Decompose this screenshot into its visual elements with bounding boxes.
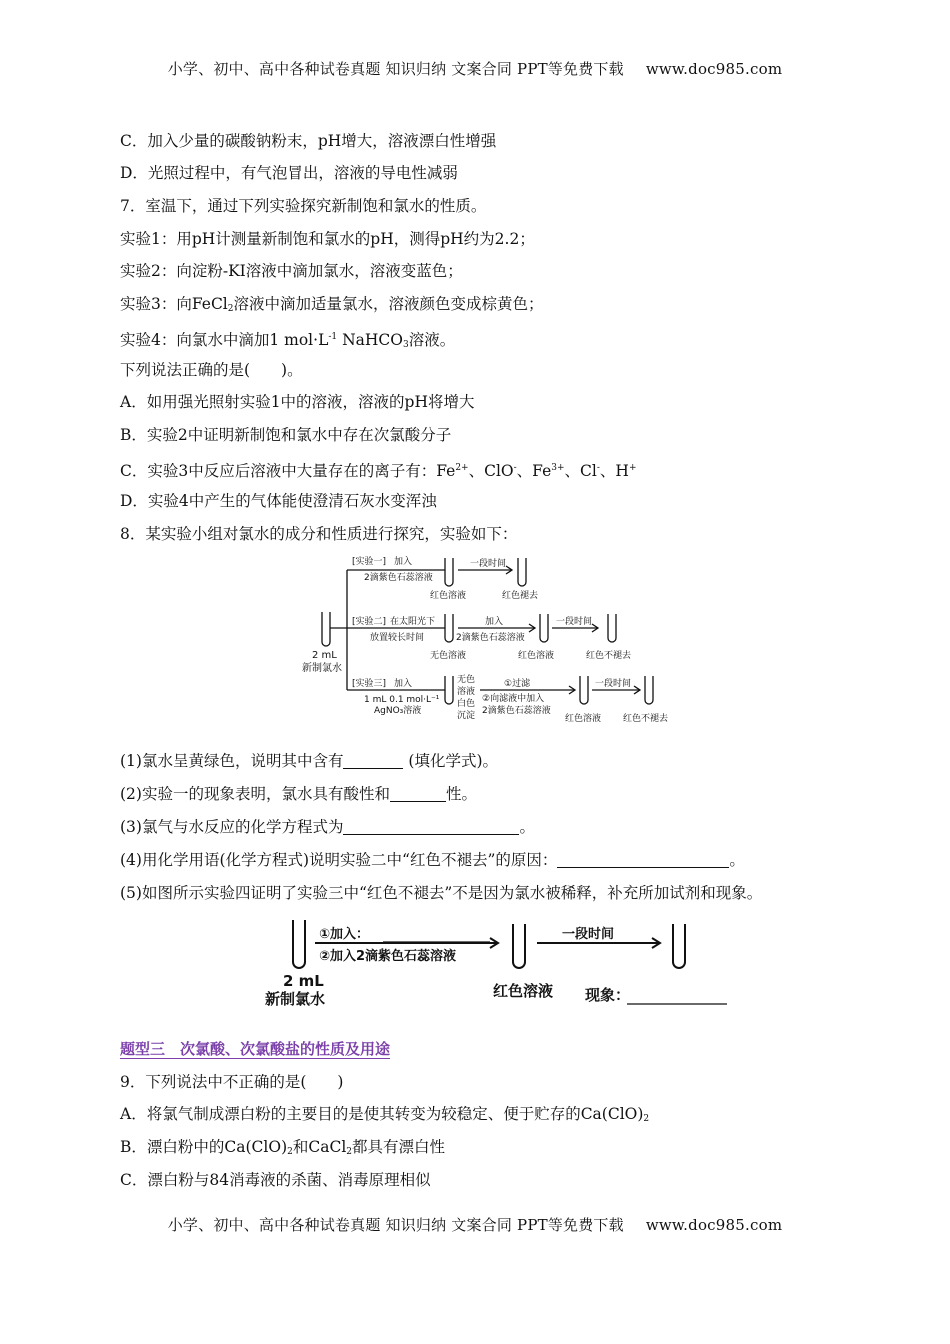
- svg-text:②向滤液中加入: ②向滤液中加入: [482, 694, 545, 704]
- svg-text:放置较长时间: 放置较长时间: [370, 633, 425, 643]
- svg-text:2滴紫色石蕊溶液: 2滴紫色石蕊溶液: [482, 706, 551, 716]
- answer-blank[interactable]: [343, 818, 519, 835]
- svg-text:红色溶液: 红色溶液: [430, 591, 467, 601]
- q8-part5: (5)如图所示实验四证明了实验三中“红色不褪去”不是因为氯水被稀释，补充所加试剂和现象。: [120, 884, 763, 902]
- q8-stem: 8．某实验小组对氯水的成分和性质进行探究，实验如下：: [120, 525, 518, 543]
- svg-text:2滴紫色石蕊溶液: 2滴紫色石蕊溶液: [364, 573, 433, 583]
- footer-text: 小学、初中、高中各种试卷真题 知识归纳 文案合同 PPT等免费下载: [167, 1216, 624, 1234]
- svg-text:红色溶液: 红色溶液: [565, 714, 602, 724]
- q7-stem: 7．室温下，通过下列实验探究新制饱和氯水的性质。: [120, 197, 487, 215]
- q8-part1: (1)氯水呈黄绿色，说明其中含有 (填化学式)。: [120, 752, 498, 770]
- d2-name: 新制氯水: [265, 990, 326, 1008]
- d2-volume: 2 mL: [283, 972, 324, 990]
- q8-part2: (2)实验一的现象表明，氯水具有酸性和 性。: [120, 785, 477, 803]
- svg-text:加入: 加入: [394, 557, 413, 567]
- svg-text:[实验一]: [实验一]: [352, 557, 387, 567]
- test-tube-icon: [445, 676, 453, 704]
- svg-text:红色溶液: 红色溶液: [518, 651, 555, 661]
- svg-text:加入: 加入: [485, 617, 504, 627]
- test-tube-icon: [445, 614, 453, 642]
- svg-text:加入: 加入: [394, 679, 413, 689]
- test-tube-icon: [513, 924, 525, 968]
- svg-text:现象：: 现象：: [585, 986, 631, 1004]
- q7-exp1: 实验1：用pH计测量新制饱和氯水的pH，测得pH约为2.2；: [120, 230, 535, 248]
- svg-text:无色溶液: 无色溶液: [430, 651, 467, 661]
- svg-text:2滴紫色石蕊溶液: 2滴紫色石蕊溶液: [456, 633, 525, 643]
- q7-exp4: 实验4：向氯水中滴加1 $mol\cdot L^{-1}$ NaHCO$_3$溶液。: [120, 331, 456, 350]
- q6-option-d: D．光照过程中，有气泡冒出，溶液的导电性减弱: [120, 164, 458, 182]
- svg-text:一段时间: 一段时间: [562, 927, 615, 942]
- q7-ask: 下列说法正确的是( )。: [120, 361, 303, 379]
- page-footer: [0, 1214, 950, 1235]
- header-site[interactable]: www.doc985.com: [645, 60, 783, 78]
- experiment-four-diagram: [255, 910, 735, 1010]
- q9-option-b: B．漂白粉中的$Ca(ClO)_2$和CaCl$_2$都具有漂白性: [120, 1138, 446, 1157]
- svg-text:1 mL 0.1 mol·L⁻¹: 1 mL 0.1 mol·L⁻¹: [364, 695, 440, 705]
- q7-exp2: 实验2：向淀粉-KI溶液中滴加氯水，溶液变蓝色；: [120, 262, 463, 280]
- q7-option-d: D．实验4中产生的气体能使澄清石灰水变浑浊: [120, 492, 437, 510]
- svg-text:一段时间: 一段时间: [470, 559, 507, 569]
- q7-exp3: 实验3：向FeCl$_2$溶液中滴加适量氯水，溶液颜色变成棕黄色；: [120, 295, 544, 314]
- test-tube-icon: [608, 614, 616, 642]
- test-tube-icon: [293, 920, 305, 968]
- svg-text:溶液: 溶液: [457, 687, 476, 697]
- svg-text:AgNO₃溶液: AgNO₃溶液: [374, 706, 422, 716]
- q9-option-a: A．将氯气制成漂白粉的主要目的是使其转变为较稳定、便于贮存的$Ca(ClO)_2$: [120, 1105, 650, 1124]
- answer-blank[interactable]: [390, 785, 446, 802]
- q7-option-b: B．实验2中证明新制饱和氯水中存在次氯酸分子: [120, 426, 452, 444]
- page-header: [0, 58, 950, 79]
- test-tube-icon: [540, 614, 548, 642]
- svg-text:②加入2滴紫色石蕊溶液: ②加入2滴紫色石蕊溶液: [319, 949, 457, 964]
- q7-option-c: C．实验3中反应后溶液中大量存在的离子有：$Fe^{2+}$、ClO-、$Fe^{3+}$、Cl-、H+: [120, 462, 637, 480]
- start-volume: 2 mL: [312, 650, 337, 661]
- experiment-diagram: [290, 550, 690, 730]
- q7-option-a: A．如用强光照射实验1中的溶液，溶液的pH将增大: [120, 393, 475, 411]
- test-tube-icon: [322, 612, 330, 646]
- svg-text:[实验三]: [实验三]: [352, 679, 387, 689]
- q9-option-c: C．漂白粉与84消毒液的杀菌、消毒原理相似: [120, 1171, 431, 1189]
- footer-site[interactable]: www.doc985.com: [645, 1216, 783, 1234]
- svg-text:红色不褪去: 红色不褪去: [623, 714, 669, 724]
- test-tube-icon: [580, 676, 588, 704]
- svg-text:无色: 无色: [457, 675, 476, 685]
- test-tube-icon: [518, 558, 526, 586]
- test-tube-icon: [445, 558, 453, 586]
- svg-text:红色不褪去: 红色不褪去: [586, 651, 632, 661]
- section-heading: 题型三 次氯酸、次氯酸盐的性质及用途: [120, 1040, 391, 1058]
- test-tube-icon: [673, 924, 685, 968]
- header-text: 小学、初中、高中各种试卷真题 知识归纳 文案合同 PPT等免费下载: [167, 60, 624, 78]
- q6-option-c: C．加入少量的碳酸钠粉末，pH增大，溶液漂白性增强: [120, 132, 497, 150]
- svg-text:白色: 白色: [457, 699, 476, 709]
- svg-text:红色褪去: 红色褪去: [502, 591, 539, 601]
- svg-text:一段时间: 一段时间: [595, 679, 632, 689]
- svg-text:①过滤: ①过滤: [504, 679, 531, 689]
- svg-text:红色溶液: 红色溶液: [493, 982, 554, 1000]
- svg-text:一段时间: 一段时间: [556, 617, 593, 627]
- answer-blank[interactable]: [557, 851, 729, 868]
- svg-text:在太阳光下: 在太阳光下: [390, 617, 436, 627]
- answer-blank[interactable]: [343, 752, 403, 769]
- svg-text:[实验二]: [实验二]: [352, 617, 387, 627]
- q8-part4: (4)用化学用语(化学方程式)说明实验二中“红色不褪去”的原因： 。: [120, 851, 745, 869]
- q8-part3: (3)氯气与水反应的化学方程式为 。: [120, 818, 535, 836]
- svg-text:①加入：: ①加入：: [319, 927, 370, 942]
- start-name: 新制氯水: [302, 663, 342, 674]
- q9-stem: 9．下列说法中不正确的是( ): [120, 1073, 344, 1091]
- test-tube-icon: [645, 676, 653, 704]
- svg-text:沉淀: 沉淀: [457, 711, 476, 721]
